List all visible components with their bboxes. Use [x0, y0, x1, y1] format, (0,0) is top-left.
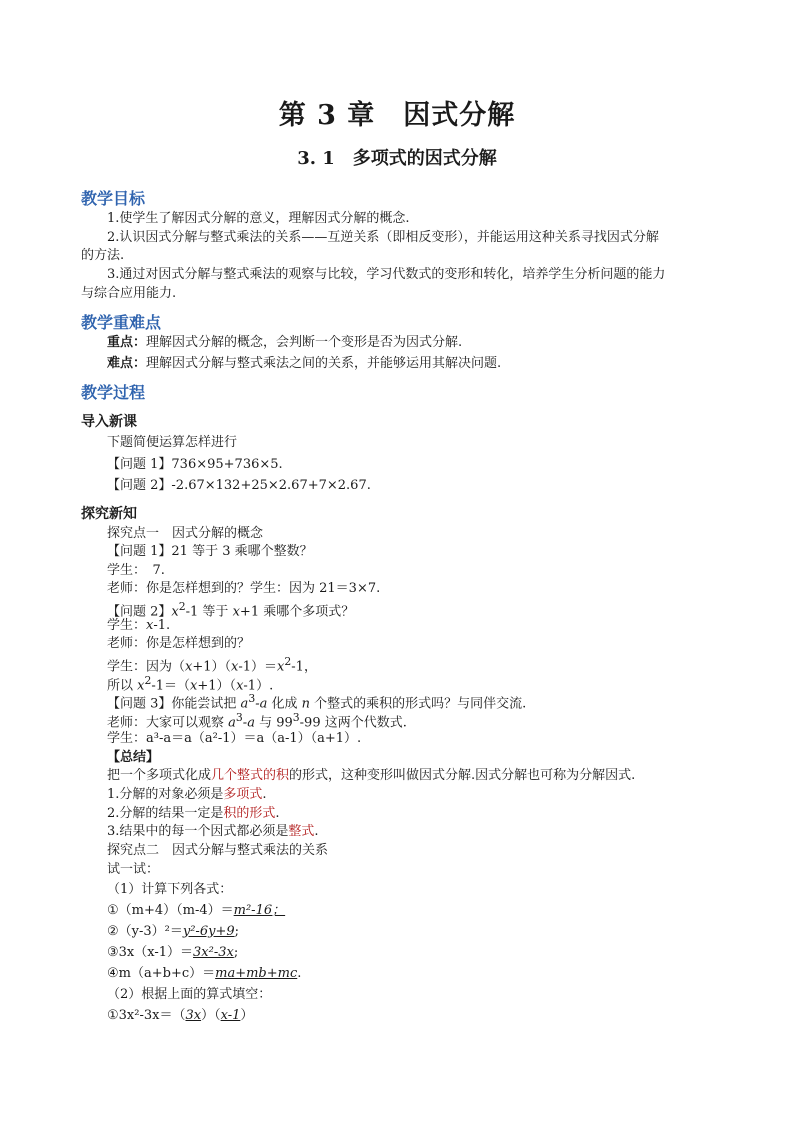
fill-item-1 [107, 1008, 253, 1024]
exponent: 3 [235, 711, 243, 724]
explore-point-2: 探究点二 因式分解与整式乘法的关系 [107, 843, 329, 858]
summary-suffix: 的形式，这种变形叫做因式分解.因式分解也可称为分解因式. [289, 768, 636, 783]
q3-prefix: 【问题 3】你能尝试把 [107, 696, 241, 712]
difficult-point-text: 理解因式分解与整式乘法之间的关系，并能够运用其解决问题. [146, 356, 502, 371]
var-x: x [146, 618, 154, 633]
intro-question-1: 【问题 1】736×95+736×5. [107, 457, 283, 472]
calc-heading: （1）计算下列各式： [107, 882, 233, 897]
goal-item-1: 1.使学生了解因式分解的意义，理解因式分解的概念. [107, 211, 410, 226]
calc-answer: m²-16； [233, 903, 286, 918]
var-x: x [232, 604, 240, 620]
var-x: x [185, 659, 193, 675]
fill-expr: ①3x²-3x＝（ [107, 1008, 186, 1023]
exponent: 2 [144, 674, 152, 687]
p1-teacher-1: 老师：你是怎样想到的？学生：因为 21＝3×7. [107, 581, 381, 596]
a3-suffix: -1， [291, 659, 317, 675]
key-point-label: 重点： [107, 335, 147, 350]
t3-suffix: -99 这两个代数式. [299, 715, 407, 731]
goal-item-2: 2.认识因式分解与整式乘法的关系——互逆关系（即相反变形），并能运用这种关系寻找因式分解 [107, 230, 659, 245]
explore-heading: 探究新知 [81, 506, 137, 522]
p1-answer-1: 学生： 7. [107, 563, 165, 578]
calc-expr: ②（y-3）²＝ [107, 924, 183, 939]
q3-suffix: 个整式的乘积的形式吗？与同伴交流. [310, 696, 527, 712]
q2-middle: -1 等于 [185, 604, 233, 620]
so-suffix: -1）. [243, 678, 274, 694]
fill-answer: x-1 [220, 1008, 241, 1023]
var-n: n [301, 696, 310, 712]
fill-answer: 3x [185, 1008, 202, 1023]
p1-teacher-3 [107, 710, 407, 731]
fill-mid: ）（ [201, 1008, 221, 1023]
so-mid: +1）（ [197, 678, 237, 694]
try-label: 试一试： [107, 862, 160, 877]
goal-item-3-cont: 与综合应用能力. [81, 286, 177, 301]
exponent: 3 [248, 692, 256, 705]
difficult-point-label: 难点： [107, 356, 147, 371]
fill-heading: （2）根据上面的算式填空： [107, 987, 272, 1002]
section-title: 3. 1 多项式的因式分解 [297, 148, 497, 169]
rule-highlight: 多项式 [223, 787, 263, 802]
q2-prefix: 【问题 2】 [107, 604, 172, 620]
calc-answer: 3x²-3x [193, 945, 234, 960]
var-x: x [231, 659, 239, 675]
exponent: 3 [292, 711, 300, 724]
summary-prefix: 把一个多项式化成 [107, 768, 212, 783]
calc-expr: ①（m+4）（m-4）＝ [107, 903, 234, 918]
a3-mid: +1）（ [192, 659, 232, 675]
keypoints-heading: 教学重难点 [81, 313, 162, 332]
rule-prefix: 3.结果中的每一个因式都必须是 [107, 824, 289, 839]
calc-item-4 [107, 966, 301, 982]
rule-suffix: . [275, 806, 280, 821]
so-mid: -1＝（ [151, 678, 191, 694]
summary-rule-3 [107, 824, 319, 840]
p1-teacher-2: 老师：你是怎样想到的？ [107, 636, 251, 651]
chapter-title: 第 3 章 因式分解 [278, 100, 516, 131]
rule-prefix: 2.分解的结果一定是 [107, 806, 224, 821]
goal-item-2-cont: 的方法. [81, 248, 125, 263]
process-heading: 教学过程 [81, 383, 146, 402]
rule-prefix: 1.分解的对象必须是 [107, 787, 224, 802]
t3-mid: 与 99 [254, 715, 293, 731]
a3-prefix: 学生：因为（ [107, 659, 186, 675]
summary-rule-1 [107, 787, 267, 803]
a2-suffix: -1. [153, 618, 171, 633]
calc-suffix: ; [233, 945, 239, 960]
calc-suffix: ; [234, 924, 239, 939]
summary-heading: 【总结】 [107, 750, 160, 765]
intro-heading: 导入新课 [81, 414, 137, 430]
goal-item-3: 3.通过对因式分解与整式乘法的观察与比较，学习代数式的变形和转化，培养学生分析问题的能力 [107, 267, 666, 282]
calc-item-2 [107, 924, 239, 940]
q2-suffix: +1 乘哪个多项式？ [239, 604, 355, 620]
exponent: 2 [178, 600, 186, 613]
key-point-text: 理解因式分解的概念，会判断一个变形是否为因式分解. [146, 335, 463, 350]
var-x: x [277, 659, 285, 675]
key-point-line [107, 335, 462, 351]
rule-suffix: . [314, 824, 319, 839]
p1-answer-2 [107, 618, 170, 634]
a2-prefix: 学生： [107, 618, 147, 633]
calc-expr: ④m（a+b+c）＝ [107, 966, 216, 981]
so-prefix: 所以 [107, 678, 138, 694]
a3-mid: -1）＝ [238, 659, 278, 675]
t3-prefix: 老师：大家可以观察 [107, 715, 229, 731]
summary-definition [107, 768, 635, 784]
calc-answer: y²-6y+9 [182, 924, 235, 939]
rule-highlight: 积的形式 [223, 806, 276, 821]
var-a: -a [255, 696, 268, 712]
var-x: x [236, 678, 244, 694]
calc-item-3 [107, 945, 238, 961]
var-a: a [240, 696, 249, 712]
var-a: a [228, 715, 236, 731]
var-x: x [171, 604, 179, 620]
p1-question-1: 【问题 1】21 等于 3 乘哪个整数？ [107, 544, 313, 559]
var-x: x [190, 678, 198, 694]
explore-point-1: 探究点一 因式分解的概念 [107, 526, 264, 541]
p1-student-3: 学生：a³-a＝a（a²-1）＝a（a-1）（a+1）. [107, 731, 362, 746]
q3-mid: 化成 [267, 696, 302, 712]
calc-answer: ma+mb+mc [215, 966, 298, 981]
intro-line: 下题简便运算怎样进行 [107, 435, 238, 450]
fill-suffix: ） [240, 1008, 254, 1023]
goals-heading: 教学目标 [81, 189, 146, 208]
rule-highlight: 整式 [288, 824, 315, 839]
intro-question-2: 【问题 2】-2.67×132+25×2.67+7×2.67. [107, 478, 371, 493]
calc-suffix: . [297, 966, 302, 981]
summary-highlight: 几个整式的积 [211, 768, 290, 783]
difficult-point-line [107, 356, 501, 372]
summary-rule-2 [107, 806, 280, 822]
calc-expr: ③3x（x-1）＝ [107, 945, 194, 960]
rule-suffix: . [262, 787, 267, 802]
var-a: -a [242, 715, 255, 731]
exponent: 2 [284, 655, 292, 668]
calc-item-1 [107, 903, 285, 919]
var-x: x [137, 678, 145, 694]
